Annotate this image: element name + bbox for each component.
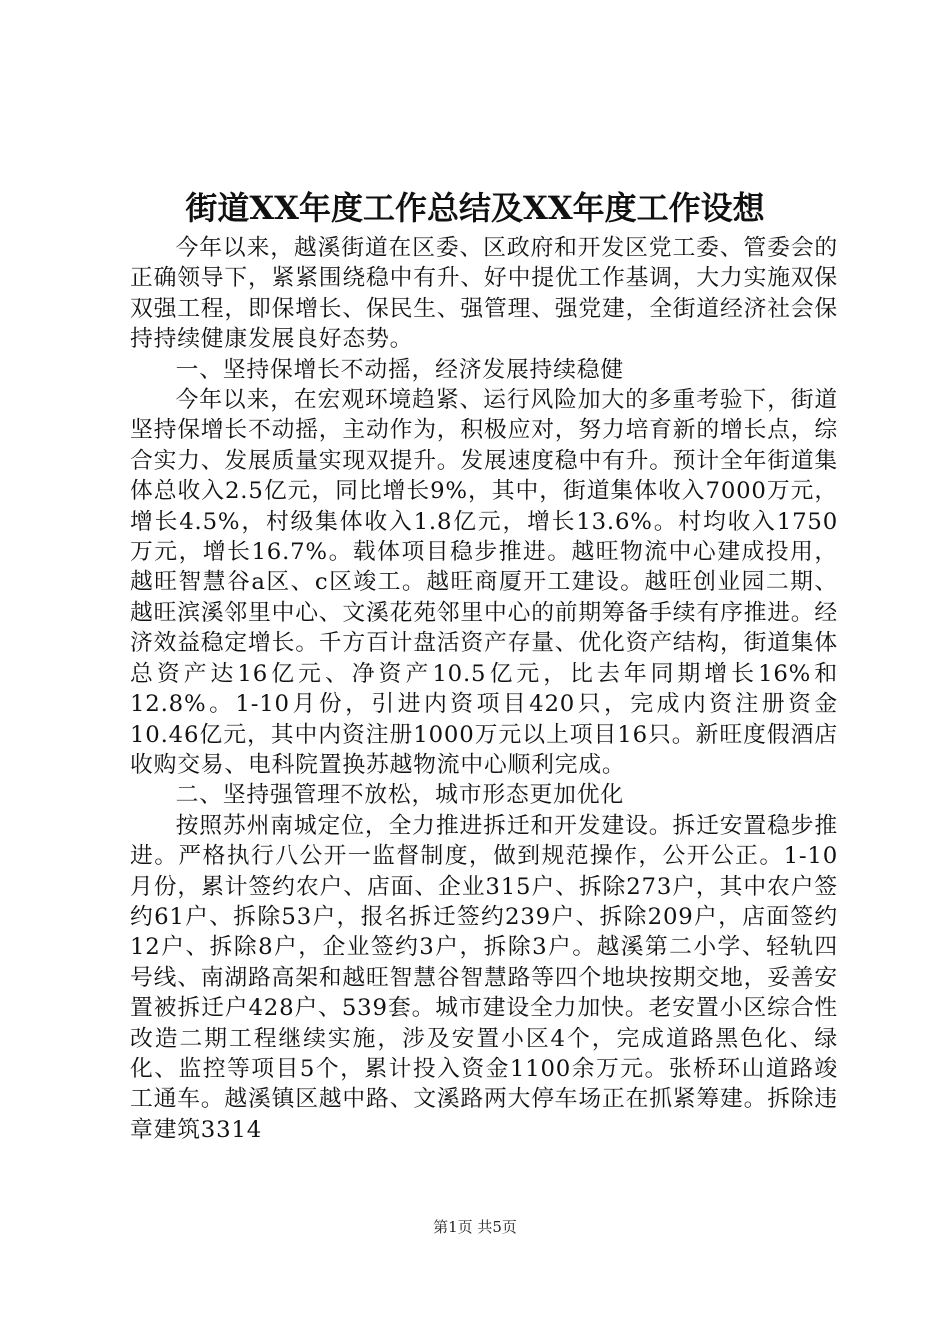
document-title: 街道XX年度工作总结及XX年度工作设想 [185,189,765,227]
page-footer: 第1页 共5页 [433,1218,517,1236]
document-body [130,233,838,1145]
section-2-paragraph: 按照苏州南城定位，全力推进拆迁和开发建设。拆迁安置稳步推进。严格执行八公开一监督制度，做到规范操作，公开公正。1-10月份，累计签约农户、店面、企业315户、拆除273户，其中农户签约61户、拆除53户，报名拆迁签约239户、拆除209户，店面签约12户、拆除8户，企业签约3户，拆除3户。越溪第二小学、轻轨四号线、南湖路高架和越旺智慧谷智慧路等四个地块按期交地，妥善安置被拆迁户428户、539套。城市建设全力加快。老安置小区综合性改造二期工程继续实施，涉及安置小区4个，完成道路黑色化、绿化、监控等项目5个，累计投入资金1100余万元。张桥环山道路竣工通车。越溪镇区越中路、文溪路两大停车场正在抓紧筹建。拆除违章建筑3314 [130,812,838,1143]
section-heading-2: 二、坚持强管理不放松，城市形态更加优化 [175,782,624,809]
intro-paragraph: 今年以来，越溪街道在区委、区政府和开发区党工委、管委会的正确领导下，紧紧围绕稳中有升、好中提优工作基调，大力实施双保双强工程，即保增长、保民生、强管理、强党建，全街道经济社会保持持续健康发展良好态势。 [130,235,838,353]
section-1-paragraph: 今年以来，在宏观环境趋紧、运行风险加大的多重考验下，街道坚持保增长不动摇，主动作为，积极应对，努力培育新的增长点，综合实力、发展质量实现双提升。发展速度稳中有升。预计全年街道集体总收入2.5亿元，同比增长9%，其中，街道集体收入7000万元，增长4.5%，村级集体收入1.8亿元，增长13.6%。村均收入1750万元，增长16.7%。载体项目稳步推进。越旺物流中心建成投用，越旺智慧谷a区、c区竣工。越旺商厦开工建设。越旺创业园二期、越旺滨溪邻里中心、文溪花苑邻里中心的前期筹备手续有序推进。经济效益稳定增长。千方百计盘活资产存量、优化资产结构，街道集体总资产达16亿元、净资产10.5亿元，比去年同期增长16%和12.8%。1-10月份，引进内资项目420只，完成内资注册资金10.46亿元，其中内资注册1000万元以上项目16只。新旺度假酒店收购交易、电科院置换苏越物流中心顺利完成。 [130,387,838,778]
section-heading-1: 一、坚持保增长不动摇，经济发展持续稳健 [175,356,624,383]
